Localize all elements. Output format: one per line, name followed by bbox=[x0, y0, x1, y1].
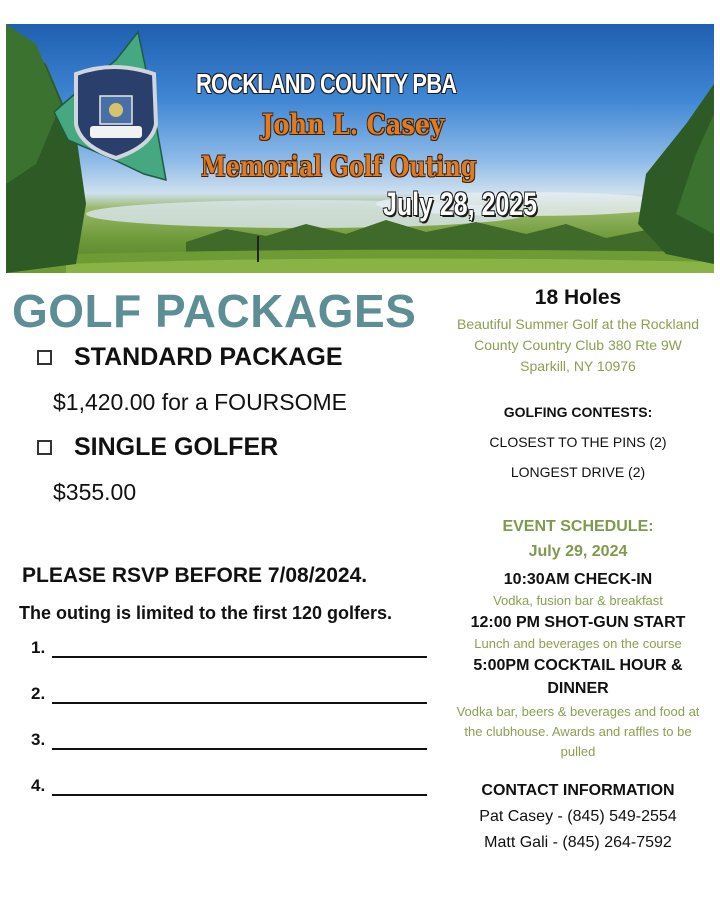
course-line: Beautiful Summer Golf at the Rockland bbox=[456, 316, 699, 332]
golfer-name-line-1[interactable] bbox=[31, 636, 427, 660]
standard-package-checkbox[interactable] bbox=[37, 350, 52, 365]
standard-package-label: STANDARD PACKAGE bbox=[74, 343, 343, 371]
contact-person: Matt Gali - (845) 264-7592 bbox=[484, 834, 672, 851]
golfer-name-line-3[interactable] bbox=[31, 728, 427, 752]
event-banner bbox=[6, 24, 714, 273]
golfer-name-line-2[interactable] bbox=[31, 682, 427, 706]
standard-package-price: $1,420.00 for a FOURSOME bbox=[53, 389, 348, 415]
schedule-dinner-desc-3: pulled bbox=[560, 744, 596, 759]
single-golfer-label: SINGLE GOLFER bbox=[74, 433, 279, 461]
course-description bbox=[443, 314, 713, 377]
banner-date: July 28, 2025 bbox=[383, 186, 538, 222]
line-number: 2. bbox=[31, 684, 46, 703]
schedule-date: July 29, 2024 bbox=[528, 543, 628, 560]
golfer-limit-note: The outing is limited to the first 120 golfers. bbox=[19, 603, 393, 623]
schedule-dinner-2: DINNER bbox=[547, 680, 609, 697]
holes-title: 18 Holes bbox=[534, 286, 622, 309]
standard-package-option[interactable] bbox=[37, 343, 343, 372]
write-in-rule bbox=[52, 794, 427, 796]
schedule-checkin-desc: Vodka, fusion bar & breakfast bbox=[493, 593, 663, 608]
schedule-list bbox=[443, 568, 713, 762]
banner-honoree: John L. Casey bbox=[262, 108, 445, 141]
schedule-start: 12:00 PM SHOT-GUN START bbox=[470, 614, 686, 631]
banner-org: ROCKLAND COUNTY PBA bbox=[196, 68, 457, 99]
line-number: 4. bbox=[31, 776, 46, 795]
course-line: Sparkill, NY 10976 bbox=[520, 358, 636, 374]
contact-person: Pat Casey - (845) 549-2554 bbox=[479, 808, 677, 825]
contest-item: LONGEST DRIVE (2) bbox=[510, 464, 646, 480]
schedule-heading: EVENT SCHEDULE: bbox=[502, 518, 654, 535]
line-number: 1. bbox=[31, 638, 46, 657]
write-in-rule bbox=[52, 748, 427, 750]
schedule-start-desc: Lunch and beverages on the course bbox=[474, 636, 682, 651]
schedule-checkin: 10:30AM CHECK-IN bbox=[503, 571, 653, 588]
banner-event: Memorial Golf Outing bbox=[201, 150, 477, 183]
golf-packages-heading: GOLF PACKAGES bbox=[12, 285, 417, 337]
top-margin bbox=[0, 0, 720, 24]
single-golfer-price: $355.00 bbox=[53, 479, 137, 505]
contests-heading: GOLFING CONTESTS: bbox=[503, 404, 653, 420]
schedule-dinner-desc-2: the clubhouse. Awards and raffles to be bbox=[464, 724, 692, 739]
rsvp-deadline: PLEASE RSVP BEFORE 7/08/2024. bbox=[22, 564, 368, 587]
contact-heading: CONTACT INFORMATION bbox=[481, 782, 675, 799]
single-golfer-option[interactable] bbox=[37, 433, 278, 462]
contest-item: CLOSEST TO THE PINS (2) bbox=[489, 434, 667, 450]
pba-badge-icon bbox=[76, 67, 156, 158]
banner-scenery bbox=[6, 24, 714, 273]
golfer-name-line-4[interactable] bbox=[31, 774, 427, 798]
write-in-rule bbox=[52, 702, 427, 704]
course-line: County Country Club 380 Rte 9W bbox=[474, 337, 682, 353]
line-number: 3. bbox=[31, 730, 46, 749]
schedule-dinner-desc-1: Vodka bar, beers & beverages and food at bbox=[456, 704, 700, 719]
schedule-dinner-1: 5:00PM COCKTAIL HOUR & bbox=[473, 657, 683, 674]
write-in-rule bbox=[52, 656, 427, 658]
single-golfer-checkbox[interactable] bbox=[37, 440, 52, 455]
